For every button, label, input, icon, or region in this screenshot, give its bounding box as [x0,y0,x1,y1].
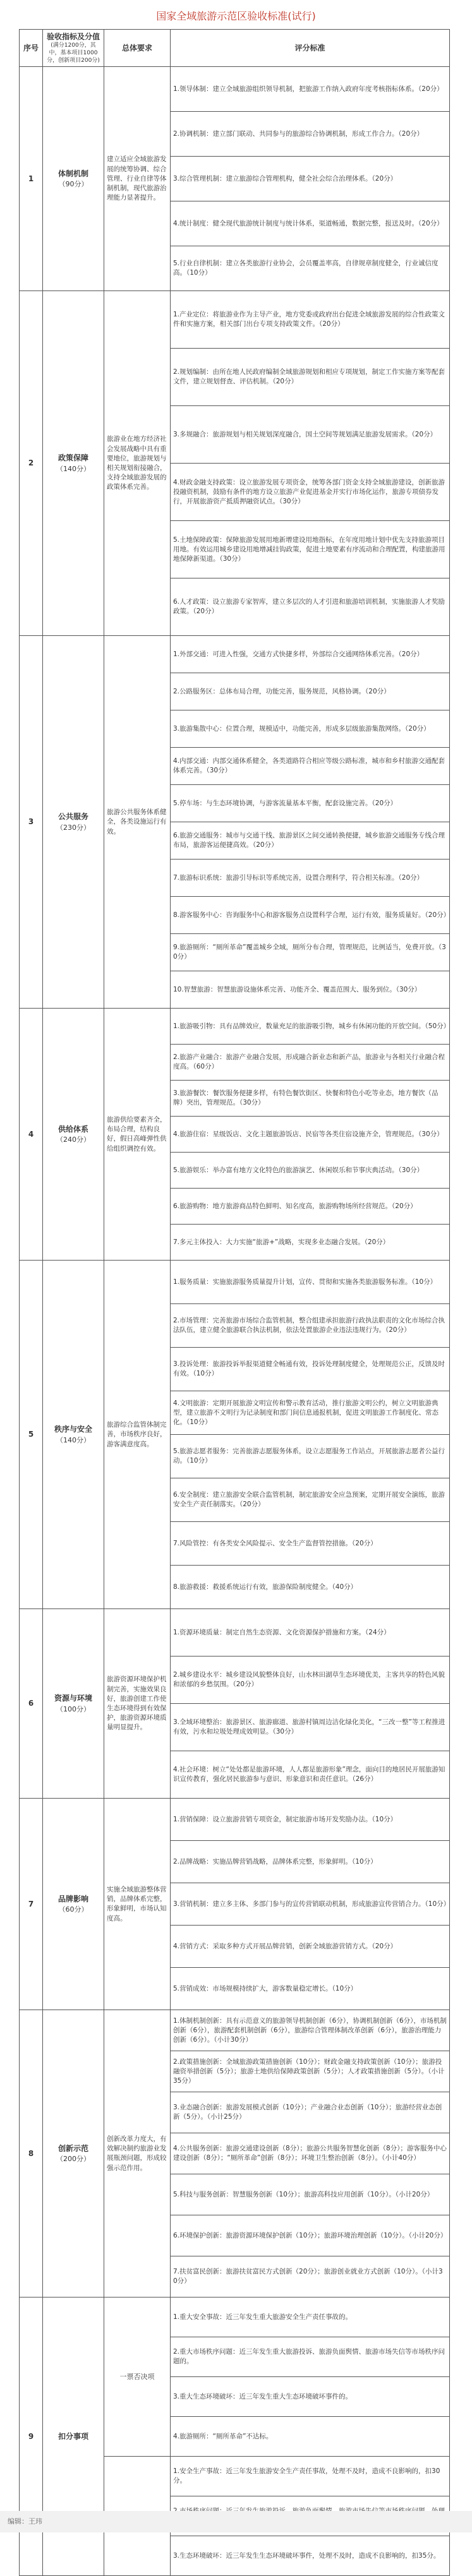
criteria-item: 5.行业自律机制：建立各类旅游行业协会，会员覆盖率高，自律规章制度健全，行业诚信度高。（10分） [171,246,450,291]
criteria-item: 1.外部交通：可进入性强，交通方式快捷多样，外部综合交通网络体系完善。（20分） [171,636,450,673]
section-indicator [43,67,104,291]
section-requirement: 旅游资源环境保护机制完善，实施效果良好，旅游创建工作使生态环境得到有效保护，旅游资源环境质量明显提升。 [104,1609,171,1799]
table-body [20,67,450,2576]
criteria-item: 3.业态融合创新：旅游发展模式创新（10分）；产业融合业态创新（10分）；旅游经营业态创新（5分）。（小计25分） [171,2092,450,2133]
criteria-item: 5.科技与服务创新：智慧服务创新（10分）；旅游高科技应用创新（10分）。（小计20分） [171,2174,450,2215]
criteria-item: 2.公路服务区：总体布局合理，功能完善，服务规范，风格协调。（20分） [171,673,450,710]
criteria-item: 6.人才政策：设立旅游专家智库，建立多层次的人才引进和旅游培训机制，实施旅游人才奖励政策。（20分） [171,578,450,636]
table-row [20,2297,450,2337]
indicator-label: 品牌影响 [57,1894,88,1903]
table-row [20,2010,450,2051]
section-requirement: 建立适应全域旅游发展的统筹协调、综合管理、行业自律等体制机制，现代旅游治理能力显著提升。 [104,67,171,291]
criteria-item: 2.旅游产业融合：旅游产业融合发展，形成融合新业态和新产品，旅游业与各相关行业融合程度高。（60分） [171,1045,450,1081]
indicator-label: 政策保障 [57,453,88,463]
criteria-item: 5.停车场：与生态环境协调，与游客流量基本平衡，配套设施完善。（20分） [171,785,450,822]
section-number: 9 [20,2297,43,2576]
criteria-item: 3.投诉处理：旅游投诉举报渠道健全畅通有效，投诉处理制度健全，处理规范公正，反馈及时有效。（10分） [171,1348,450,1391]
criteria-item: 6.安全制度：建立旅游安全联合监管机制，制定旅游安全应急预案，定期开展安全演练，旅游安全生产责任制落实。（20分） [171,1478,450,1522]
criteria-item: 3.旅游集散中心：位置合理，规模适中，功能完善，形成多层级旅游集散网络。（20分） [171,710,450,748]
criteria-item: 5.土地保障政策：保障旅游发展用地新增建设用地指标，在年度用地计划中优先支持旅游项目用地。有效运用城乡建设用地增减挂钩政策，促进土地要素有序流动和合理配置，构建旅游用地保障新渠道。（30分） [171,521,450,578]
section-number: 1 [20,67,43,291]
criteria-item: 5.营销成效：市场规模持续扩大，游客数量稳定增长。（10分） [171,1968,450,2010]
indicator-label: 公共服务 [57,812,88,822]
criteria-item: 1.营销保障：设立旅游营销专项资金，制定旅游市场开发奖励办法。（10分） [171,1799,450,1841]
criteria-item: 4.社会环境：树立“处处都是旅游环境，人人都是旅游形象”理念，面向目的地居民开展旅游知识宣传教育，强化居民旅游参与意识、形象意识和责任意识。（26分） [171,1751,450,1799]
table-row [20,1261,450,1304]
criteria-item: 6.旅游交通服务：城市与交通干线、旅游景区之间交通转换便捷，城乡旅游交通服务专线合理布局，旅游客运便捷高效。（20分） [171,822,450,860]
header-no: 序号 [20,30,43,67]
criteria-item: 2.规划编制：由所在地人民政府编制全域旅游规划和相应专项规划，制定工作实施方案等配套文件，建立规划督查、评估机制。（20分） [171,349,450,406]
criteria-item: 2.品牌战略：实施品牌营销战略，品牌体系完整，形象鲜明。（10分） [171,1841,450,1883]
deduction-item: 3.生态环境破坏：近三年发生生态环境破坏事件，处理不及时，造成不良影响的，扣35分。 [171,2536,450,2576]
page-title: 国家全域旅游示范区验收标准(试行) [156,10,316,22]
criteria-item: 1.资源环境质量：制定自然生态资源、文化资源保护措施和方案。（24分） [171,1609,450,1656]
criteria-item: 7.旅游标识系统：旅游引导标识等系统完善，设置合理科学，符合相关标准。（20分） [171,860,450,897]
section-number: 6 [20,1609,43,1799]
indicator-score: （100分） [56,1704,90,1713]
criteria-item: 7.风险管控：有各类安全风险提示、安全生产监督管控措施。（20分） [171,1522,450,1566]
section-indicator [43,1799,104,2010]
criteria-item: 4.财政金融支持政策：设立旅游发展专项资金，统筹各部门资金支持全域旅游建设，创新旅游投融资机制，鼓励有条件的地方设立旅游产业促进基金并实行市场化运作，旅游专项债券发行，开展旅游资产抵质押融资试点。（30分） [171,464,450,521]
indicator-score: （200分） [56,2155,90,2164]
criteria-item: 5.旅游娱乐：举办富有地方文化特色的旅游演艺、休闲娱乐和节事庆典活动。（30分） [171,1153,450,1189]
section-requirement: 旅游公共服务体系健全，各类设施运行有效。 [104,636,171,1009]
section-requirement: 创新改革力度大，有效解决制约旅游业发展瓶颈问题，形成较强示范作用。 [104,2010,171,2297]
criteria-item: 6.环境保护创新：旅游资源环境保护创新（10分）；旅游环境治理创新（10分）。（小计20分） [171,2215,450,2256]
table-header-row [20,30,450,67]
section-requirement: 实施全域旅游整体营销，品牌体系完整，形象鲜明，市场认知度高。 [104,1799,171,2010]
criteria-item: 2.政策措施创新：全域旅游政策措施创新（10分）；财政金融支持政策创新（10分）；旅游投融资举措创新（5分）；旅游土地供给保障政策创新（5分）；人才政策措施创新（5分）。（小计35分） [171,2051,450,2092]
indicator-label: 秩序与安全 [54,1425,92,1434]
criteria-item: 3.旅游餐饮：餐饮服务便捷多样，有特色餐饮街区、快餐和特色小吃等业态，地方餐饮（品牌）突出，管理规范。（30分） [171,1081,450,1117]
criteria-item: 2.城乡建设水平：城乡建设风貌整体良好，山水林田湖草生态环境优美，主客共享的特色风貌和浓郁的乡愁氛围。（20分） [171,1656,450,1704]
standards-table [19,29,450,2576]
criteria-item: 10.智慧旅游：智慧旅游设施体系完善、功能齐全、覆盖范围大、服务到位。（30分） [171,971,450,1009]
criteria-item: 1.体制机制创新：具有示范意义的旅游领导机制创新（6分），协调机制创新（6分），市场机制创新（6分），旅游配套机制创新（6分），旅游综合管理体制改革创新（6分），旅游治理能力创新（6分）。（小计30分） [171,2010,450,2051]
criteria-item: 4.公共服务创新：旅游交通建设创新（8分）；旅游公共服务智慧化创新（8分）；游客服务中心建设创新（8分）；“厕所革命”创新（8分）；环境卫生整治创新（8分）。（小计40分） [171,2133,450,2174]
criteria-item: 1.产业定位：将旅游业作为主导产业，地方党委或政府出台促进全域旅游发展的综合性政策文件和实施方案，相关部门出台专项支持政策文件。（20分） [171,291,450,349]
indicator-label: 体制机制 [57,169,88,178]
section-indicator [43,1261,104,1609]
section-number: 8 [20,2010,43,2297]
section-indicator [43,636,104,1009]
criteria-item: 8.旅游救援：救援系统运行有效，旅游保险制度健全。（40分） [171,1566,450,1609]
indicator-score: （60分） [58,1905,88,1914]
criteria-item: 2.协调机制：建立部门联动、共同参与的旅游综合协调机制，形成工作合力。（20分） [171,112,450,157]
criteria-item: 4.营销方式：采取多种方式开展品牌营销，创新全域旅游营销方式。（20分） [171,1926,450,1968]
header-indicator-label: 验收指标及分值 [46,32,100,41]
section-number: 4 [20,1009,43,1261]
header-criteria: 评分标准 [171,30,450,67]
header-requirement: 总体要求 [104,30,171,67]
section-indicator [43,1009,104,1261]
indicator-score: （140分） [56,464,90,473]
editor-footer: 编辑：王玮 [0,2511,472,2532]
criteria-item: 3.综合管理机制：建立旅游综合管理机构，健全社会综合治理体系。（20分） [171,157,450,201]
indicator-label: 资源与环境 [54,1694,92,1703]
deduction-item: 4.旅游厕所：“厕所革命”不达标。 [171,2417,450,2457]
criteria-item: 9.旅游厕所：“厕所革命”覆盖城乡全域，厕所分布合理，管理规范，比例适当，免费开放。（30分） [171,934,450,971]
indicator-score: （230分） [56,823,90,832]
table-row [20,1609,450,1656]
table-row [20,291,450,349]
section-indicator [43,291,104,636]
deduction-item: 1.安全生产事故：近三年发生旅游安全生产责任事故，处理不及时，造成不良影响的，扣30分。 [171,2457,450,2496]
section-number: 3 [20,636,43,1009]
section-number: 7 [20,1799,43,2010]
indicator-label: 创新示范 [57,2143,88,2153]
section-indicator [43,1609,104,1799]
header-indicator [43,30,104,67]
criteria-item: 4.文明旅游：定期开展旅游文明宣传和警示教育活动，推行旅游文明公约，树立文明旅游典型，建立旅游不文明行为记录制度和部门间信息通报机制，促进文明旅游工作制度化、常态化。（10分） [171,1391,450,1435]
section-number: 2 [20,291,43,636]
section-number: 5 [20,1261,43,1609]
section-requirement: 旅游供给要素齐全，布局合理，结构良好，假日高峰弹性供给组织调控有效。 [104,1009,171,1261]
indicator-score: （90分） [58,180,88,189]
table-row [20,67,450,112]
criteria-item: 2.市场管理：完善旅游市场综合监管机制，整合组建承担旅游行政执法职责的文化市场综合执法队伍，建立健全旅游联合执法机制，依法处置旅游企业违法违规行为。（20分） [171,1304,450,1348]
criteria-item: 1.领导体制：建立全域旅游组织领导机制，把旅游工作纳入政府年度考核指标体系。（20分） [171,67,450,112]
table-row [20,1009,450,1045]
criteria-item: 1.旅游吸引物：具有品牌效应，数量充足的旅游吸引物，城乡有休闲功能的开放空间。（50分） [171,1009,450,1045]
criteria-item: 1.服务质量：实施旅游服务质量提升计划，宣传、贯彻和实施各类旅游服务标准。（10分） [171,1261,450,1304]
deduction-item: 3.重大生态环境破坏：近三年发生重大生态环境破坏事件的。 [171,2377,450,2417]
section-requirement: 旅游业在地方经济社会发展战略中具有重要地位，旅游规划与相关规划衔接融合，支持全域旅游发展的政策体系完善。 [104,291,171,636]
criteria-item: 4.内部交通：内部交通体系健全，各类道路符合相应等级公路标准，城市和乡村旅游交通配套体系完善。（30分） [171,748,450,785]
criteria-item: 6.旅游购物：地方旅游商品特色鲜明、知名度高，旅游购物场所经营规范。（20分） [171,1189,450,1225]
criteria-item: 4.统计制度：健全现代旅游统计制度与统计体系，渠道畅通，数据完整，报送及时。（20分） [171,201,450,246]
section-indicator [43,2010,104,2297]
indicator-label: 供给体系 [57,1124,88,1134]
table-row [20,1799,450,1841]
section-requirement: 旅游综合监管体制完善，市场秩序良好，游客满意度高。 [104,1261,171,1609]
criteria-item: 7.扶贫富民创新：旅游扶贫富民方式创新（20分）；旅游创业就业方式创新（10分）。（小计30分） [171,2256,450,2297]
criteria-item: 7.多元主体投入：大力实施“旅游+”战略，实现多业态融合发展。（20分） [171,1225,450,1261]
table-row [20,636,450,673]
criteria-item: 3.营销机制：建立多主体、多部门参与的宣传营销联动机制，形成旅游宣传营销合力。（10分） [171,1883,450,1926]
criteria-item: 4.旅游住宿：星级饭店、文化主题旅游饭店、民宿等各类住宿设施齐全，管理规范。（30分） [171,1117,450,1153]
section-indicator: 扣分事项 [43,2297,104,2576]
criteria-item: 5.旅游志愿者服务：完善旅游志愿服务体系，设立志愿服务工作站点，开展旅游志愿者公益行动。（10分） [171,1435,450,1478]
criteria-item: 3.多规融合：旅游规划与相关规划深度融合，国土空间等规划满足旅游发展需求。（20分） [171,406,450,464]
header-indicator-note: (满分1200分，其中，基本项目1000分，创新项目200分) [47,42,100,64]
deduction-group-label: 一票否决项 [104,2297,171,2457]
criteria-item: 3.全域环境整治：旅游景区、旅游廊道、旅游村镇周边洁化绿化美化，“三改一整”等工程推进有效，污水和垃圾处理成效明显。（30分） [171,1704,450,1751]
indicator-score: （240分） [56,1135,90,1144]
deduction-item: 2.重大市场秩序问题：近三年发生重大旅游投诉、旅游负面舆情、旅游市场失信等市场秩序问题的。 [171,2337,450,2377]
deduction-item: 1.重大安全事故：近三年发生重大旅游安全生产责任事故的。 [171,2297,450,2337]
criteria-item: 8.游客服务中心：咨询服务中心和游客服务点设置科学合理，运行有效，服务质量好。（20分） [171,897,450,934]
indicator-score: （140分） [56,1435,90,1444]
